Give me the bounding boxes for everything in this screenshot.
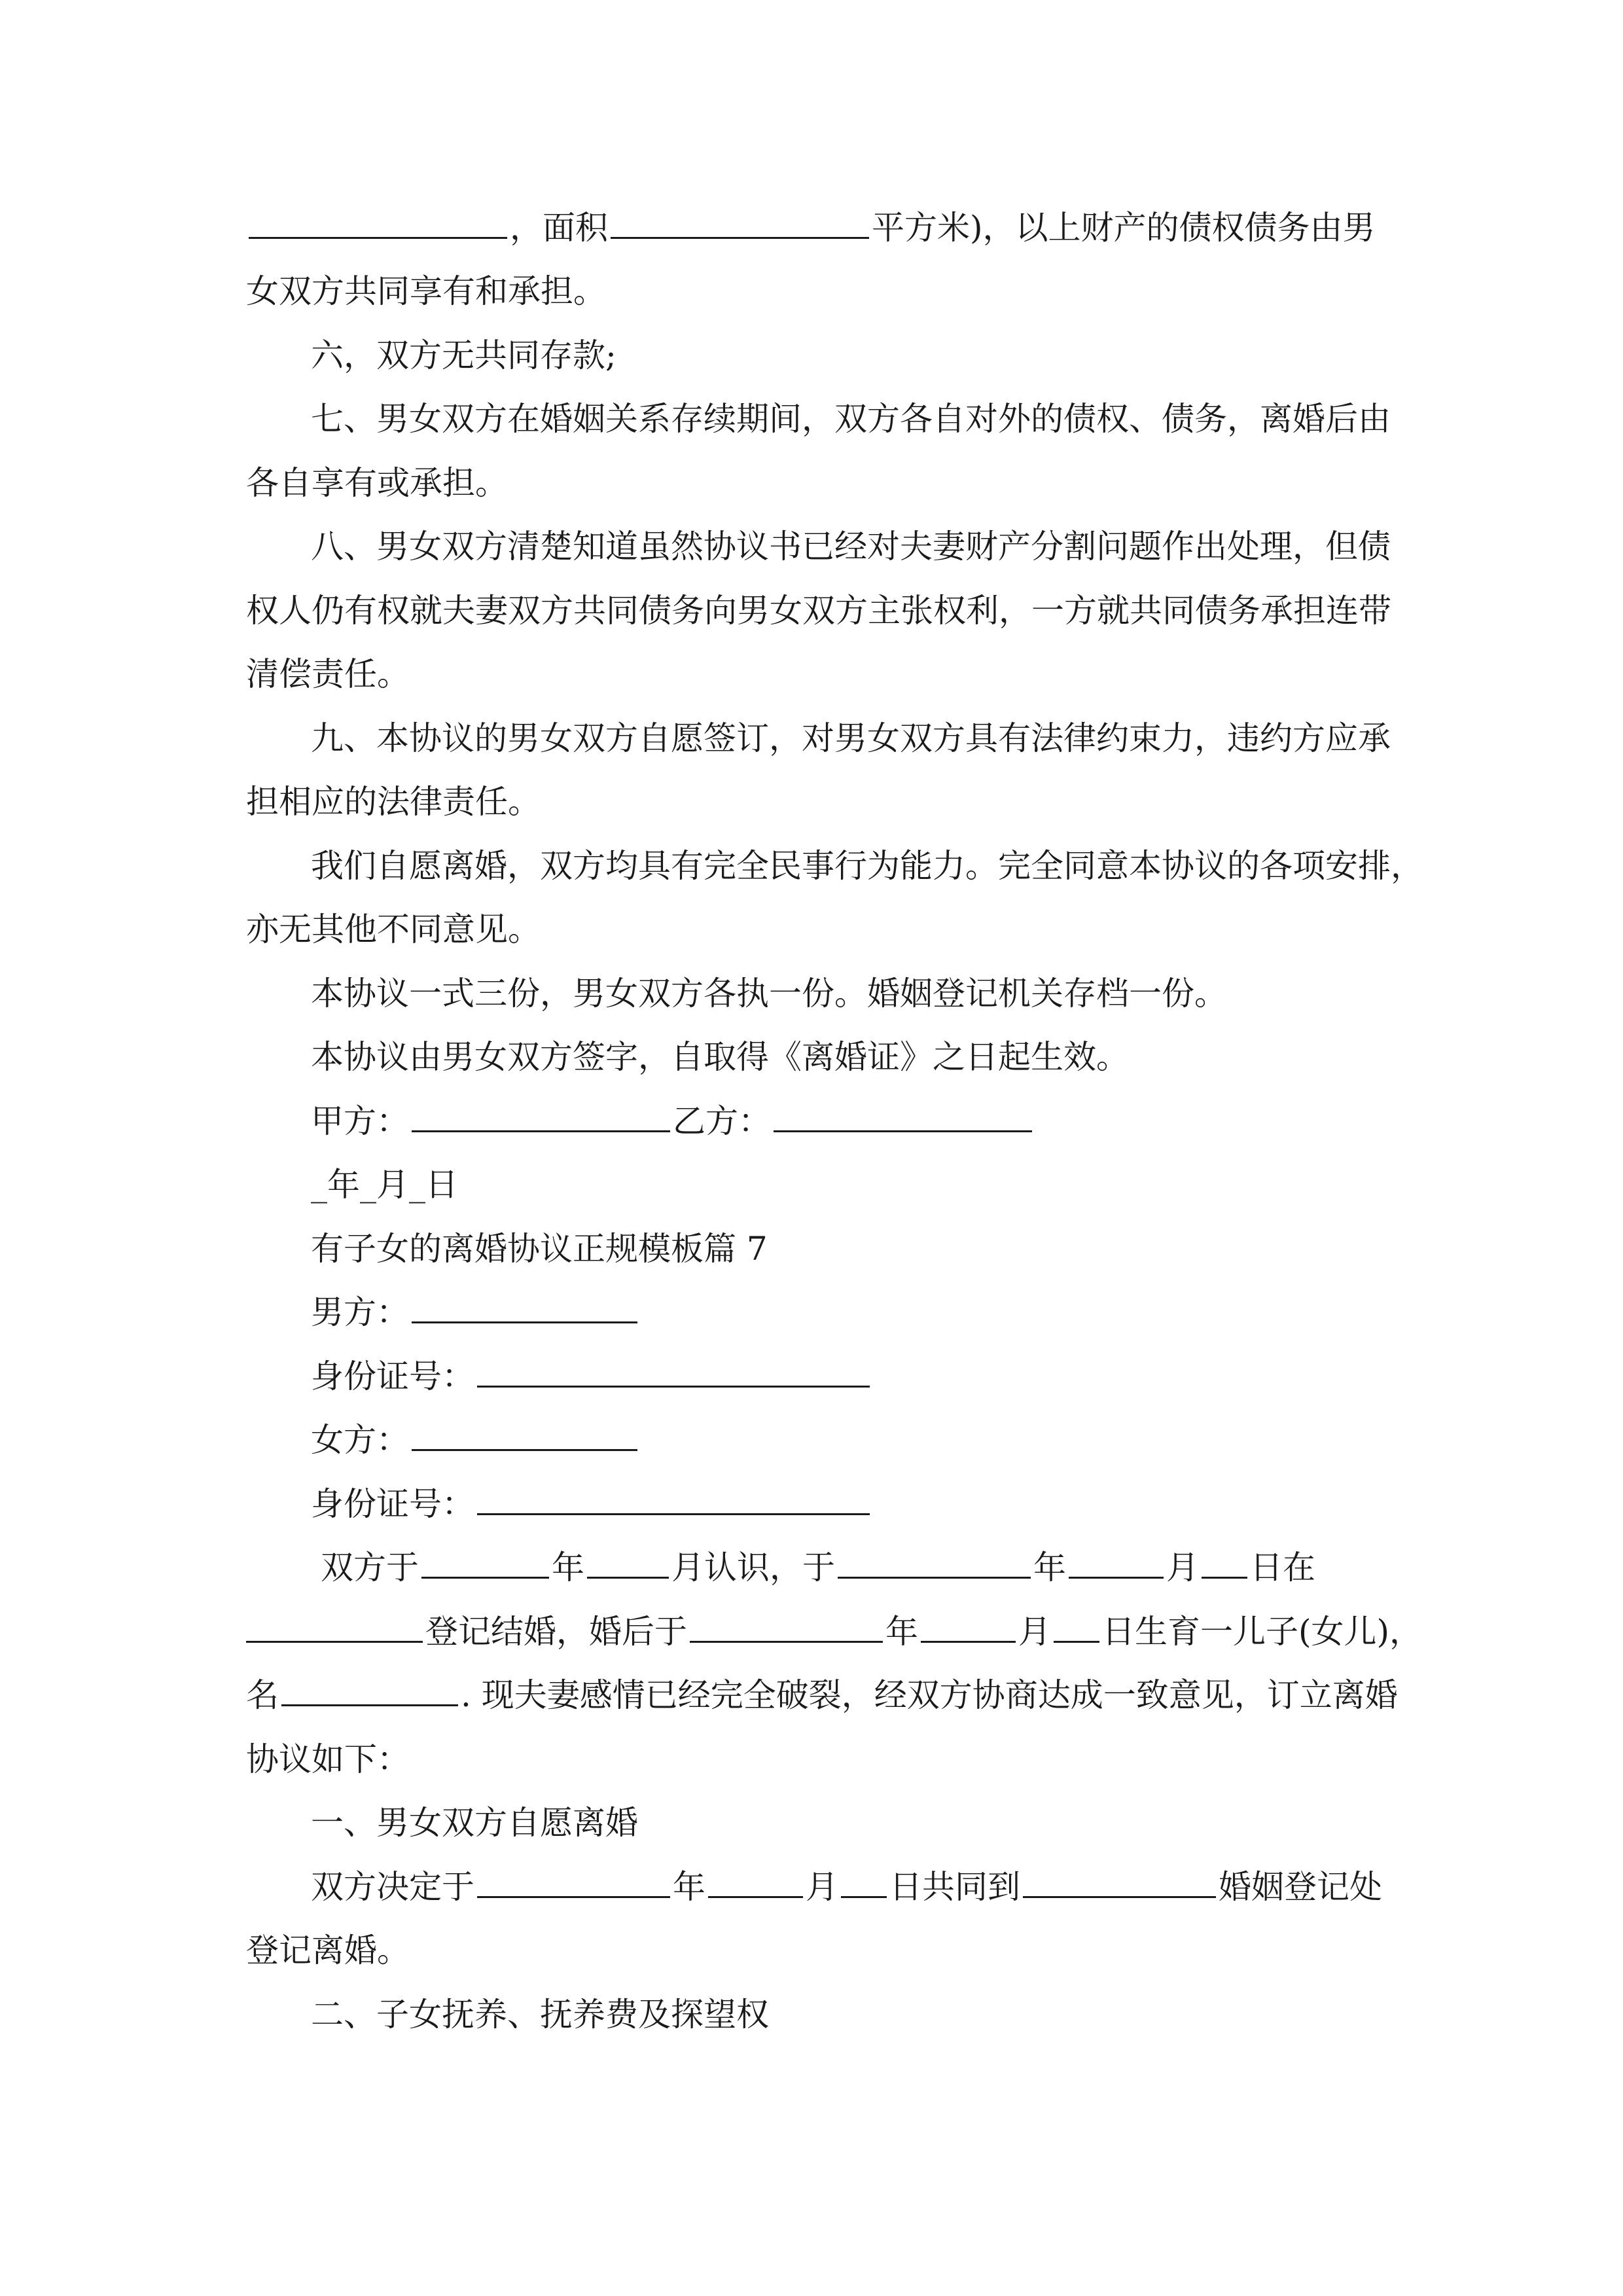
blank-field (477, 1869, 670, 1898)
p6-line-b: 亦无其他不同意见。 (246, 910, 541, 948)
text-span: 日共同到 (889, 1868, 1020, 1906)
blank-field (708, 1869, 803, 1898)
blank-field (921, 1613, 1016, 1643)
text-span: 年 (552, 1549, 584, 1587)
party-a-label: 甲方： (311, 1102, 409, 1140)
blank-field (421, 1549, 549, 1579)
party-b-label: 乙方： (673, 1102, 771, 1140)
text-span: 名 (246, 1676, 279, 1714)
p4-line-c: 清偿责任。 (246, 655, 410, 693)
text-span: 双方于 (321, 1549, 419, 1587)
text-span: 月 (1166, 1549, 1199, 1587)
man-blank (412, 1294, 637, 1323)
section-2-heading: 二、子女抚养、抚养费及探望权 (311, 1996, 769, 2034)
text-span: 年 (885, 1613, 918, 1651)
text-span: 登记结婚，婚后于 (425, 1613, 687, 1651)
blank-field (1023, 1869, 1216, 1898)
woman-label: 女方： (311, 1421, 409, 1459)
p8-line: 本协议由男女双方签字，自取得《离婚证》之日起生效。 (311, 1038, 1129, 1076)
id-field-2 (311, 1481, 872, 1527)
text-span: 日生育一儿子(女儿)， (1102, 1613, 1423, 1651)
p1-line-b: 女双方共同享有和承担。 (246, 272, 606, 310)
signature-line (311, 1098, 1035, 1144)
blank-field (690, 1613, 883, 1643)
man-label: 男方： (311, 1293, 409, 1331)
blank-field (841, 1869, 887, 1898)
p5-line-b: 担相应的法律责任。 (246, 783, 541, 821)
blank-field (1069, 1549, 1164, 1579)
text-span: 日在 (1250, 1549, 1315, 1587)
p4-line-a: 八、男女双方清楚知道虽然协议书已经对夫妻财产分割问题作出处理，但债 (311, 528, 1391, 565)
p4-line-b: 权人仍有权就夫妻双方共同债务向男女双方主张权利，一方就共同债务承担连带 (246, 592, 1391, 630)
man-field (311, 1289, 640, 1335)
id-label: 身份证号： (311, 1357, 474, 1395)
p5-line-a: 九、本协议的男女双方自愿签订，对男女双方具有法律约束力，违约方应承 (311, 719, 1391, 757)
blank-field (1054, 1613, 1099, 1643)
p2-line: 六，双方无共同存款; (311, 336, 616, 374)
blank-field (246, 1613, 423, 1643)
text-span: 月 (806, 1868, 838, 1906)
text-span: 婚姻登记处 (1219, 1868, 1382, 1906)
text-span: 年 (673, 1868, 705, 1906)
blank-field (587, 1549, 669, 1579)
text-span: 平方米)，以上财产的债权债务由男 (872, 209, 1376, 247)
p1-line-a (246, 205, 1376, 251)
text-span: 月认识，于 (671, 1549, 835, 1587)
blank-field (611, 209, 869, 239)
section-1-heading: 一、男女双方自愿离婚 (311, 1804, 638, 1842)
p9-line-a (321, 1545, 1315, 1590)
p3-line-a: 七、男女双方在婚姻关系存续期间，双方各自对外的债权、债务，离婚后由 (311, 400, 1391, 438)
p7-line: 本协议一式三份，男女双方各执一份。婚姻登记机关存档一份。 (311, 975, 1227, 1013)
party-a-blank (412, 1103, 670, 1132)
p9-line-c (246, 1672, 1398, 1718)
p10-line-b: 登记离婚。 (246, 1931, 410, 1969)
id-field-1 (311, 1354, 872, 1399)
woman-blank (412, 1422, 637, 1451)
blank-field (249, 209, 507, 239)
id-label: 身份证号： (311, 1485, 474, 1523)
id-blank (477, 1486, 870, 1515)
blank-field (838, 1549, 1031, 1579)
section-heading: 有子女的离婚协议正规模板篇 7 (311, 1230, 768, 1268)
p6-line-a: 我们自愿离婚，双方均具有完全民事行为能力。完全同意本协议的各项安排， (311, 847, 1423, 885)
p10-line-a (311, 1864, 1382, 1910)
p3-line-b: 各自享有或承担。 (246, 464, 508, 502)
party-b-blank (774, 1103, 1032, 1132)
woman-field (311, 1417, 640, 1463)
date-line: _年_月_日 (311, 1166, 458, 1204)
text-span: 月 (1018, 1613, 1051, 1651)
blank-field (1202, 1549, 1247, 1579)
text-span: 年 (1033, 1549, 1066, 1587)
p9-line-d: 协议如下： (246, 1740, 410, 1778)
p9-line-b (246, 1609, 1422, 1655)
text-span: ，面积 (510, 209, 608, 247)
text-span: 双方决定于 (311, 1868, 474, 1906)
name-blank (281, 1677, 458, 1706)
id-blank (477, 1358, 870, 1388)
text-span: . 现夫妻感情已经完全破裂，经双方协商达成一致意见，订立离婚 (461, 1676, 1398, 1714)
